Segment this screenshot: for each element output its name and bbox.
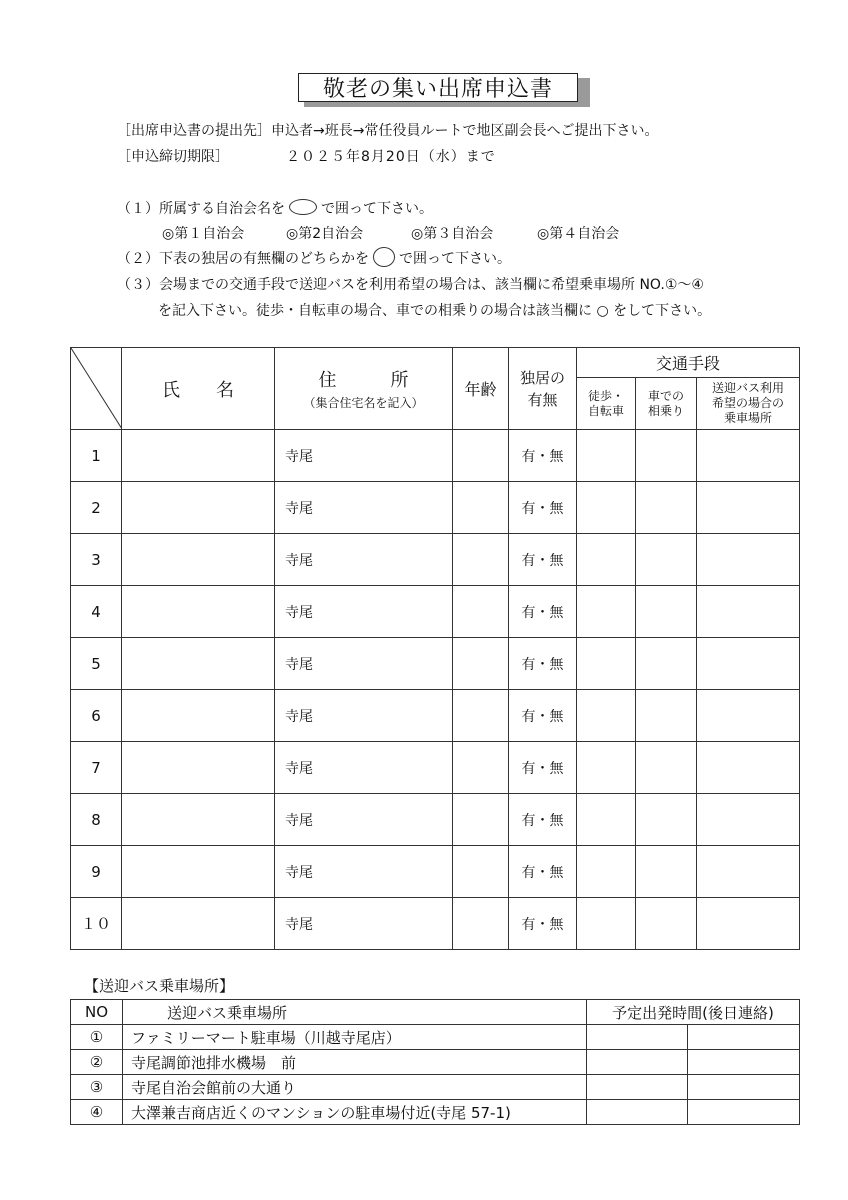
- instruction-3-line-2: を記入下さい。徒歩・自転車の場合、車での相乗りの場合は該当欄に ○ をして下さい。: [158, 303, 712, 319]
- name-cell[interactable]: [122, 586, 275, 638]
- alone-cell[interactable]: 有・無: [509, 638, 577, 690]
- association-option: ◎第３自治会: [411, 226, 494, 242]
- table-row: [71, 742, 800, 794]
- bus-time-cell: [688, 1050, 800, 1075]
- bus-no: ④: [71, 1100, 123, 1125]
- name-cell[interactable]: [122, 742, 275, 794]
- walk-cell[interactable]: [577, 482, 636, 534]
- instruction-2: [117, 248, 511, 269]
- name-cell[interactable]: [122, 638, 275, 690]
- address-cell[interactable]: 寺尾: [275, 794, 453, 846]
- ellipse-icon: [289, 199, 317, 215]
- car-cell[interactable]: [636, 794, 697, 846]
- bus-no: ②: [71, 1050, 123, 1075]
- car-cell[interactable]: [636, 482, 697, 534]
- walk-cell[interactable]: [577, 846, 636, 898]
- table-row: [71, 898, 800, 950]
- row-number: 5: [71, 638, 122, 690]
- bus-no: ①: [71, 1025, 123, 1050]
- walk-cell[interactable]: [577, 794, 636, 846]
- association-option: ◎第４自治会: [537, 226, 620, 242]
- instruction-2-prefix: （２）下表の独居の有無欄のどちらかを: [117, 251, 369, 267]
- row-number: １０: [71, 898, 122, 950]
- name-cell[interactable]: [122, 482, 275, 534]
- table-row: [71, 638, 800, 690]
- bus-time-cell: [587, 1025, 688, 1050]
- row-number: 3: [71, 534, 122, 586]
- header-car-line-1: 車での: [647, 388, 684, 403]
- car-cell[interactable]: [636, 586, 697, 638]
- header-bus-line-3: 乗車場所: [723, 411, 772, 426]
- table-row: [71, 690, 800, 742]
- bus-header-time: 予定出発時間(後日連絡): [587, 1000, 800, 1025]
- address-cell[interactable]: 寺尾: [275, 482, 453, 534]
- bus-pickup-table: [70, 999, 800, 1125]
- alone-cell[interactable]: 有・無: [509, 586, 577, 638]
- name-cell[interactable]: [122, 898, 275, 950]
- instruction-1: [117, 198, 433, 218]
- walk-cell[interactable]: [577, 534, 636, 586]
- header-car-line-2: 相乗り: [647, 403, 684, 418]
- table-row: [71, 794, 800, 846]
- header-address-note: （集合住宅名を記入）: [303, 396, 424, 410]
- attendance-table: [70, 347, 800, 950]
- bus-place: 寺尾調節池排水機場 前: [123, 1050, 587, 1075]
- walk-cell[interactable]: [577, 742, 636, 794]
- age-cell[interactable]: [453, 690, 509, 742]
- address-cell[interactable]: 寺尾: [275, 846, 453, 898]
- name-cell[interactable]: [122, 794, 275, 846]
- row-number: 9: [71, 846, 122, 898]
- bus-stop-cell[interactable]: [697, 690, 800, 742]
- walk-cell[interactable]: [577, 898, 636, 950]
- table-row: [71, 846, 800, 898]
- bus-stop-cell[interactable]: [697, 534, 800, 586]
- table-row: [71, 586, 800, 638]
- bus-place: 寺尾自治会館前の大通り: [123, 1075, 587, 1100]
- row-number: 4: [71, 586, 122, 638]
- car-cell[interactable]: [636, 846, 697, 898]
- bus-stop-cell[interactable]: [697, 794, 800, 846]
- alone-cell[interactable]: 有・無: [509, 534, 577, 586]
- name-cell[interactable]: [122, 690, 275, 742]
- address-cell[interactable]: 寺尾: [275, 742, 453, 794]
- walk-cell[interactable]: [577, 638, 636, 690]
- instruction-1-suffix: で囲って下さい。: [321, 201, 433, 217]
- bus-stop-cell[interactable]: [697, 638, 800, 690]
- walk-cell[interactable]: [577, 430, 636, 482]
- bus-row: [71, 1100, 800, 1125]
- header-address: [275, 348, 453, 430]
- bus-no: ③: [71, 1075, 123, 1100]
- name-cell[interactable]: [122, 430, 275, 482]
- address-cell[interactable]: 寺尾: [275, 638, 453, 690]
- header-bus: [697, 378, 800, 430]
- header-address-label: 住 所: [318, 370, 409, 391]
- address-cell[interactable]: 寺尾: [275, 586, 453, 638]
- bus-time-cell: [688, 1025, 800, 1050]
- bus-stop-cell[interactable]: [697, 846, 800, 898]
- title-block: [298, 73, 590, 107]
- age-cell[interactable]: [453, 898, 509, 950]
- bus-time-cell: [587, 1100, 688, 1125]
- bus-row: [71, 1025, 800, 1050]
- page-title: 敬老の集い出席申込書: [298, 73, 578, 102]
- deadline-line: [117, 146, 229, 166]
- address-cell[interactable]: 寺尾: [275, 430, 453, 482]
- alone-cell[interactable]: 有・無: [509, 742, 577, 794]
- header-car: [636, 378, 697, 430]
- header-bus-line-2: 希望の場合の: [711, 396, 784, 411]
- address-cell[interactable]: 寺尾: [275, 690, 453, 742]
- submission-line: [117, 120, 658, 140]
- row-number: 6: [71, 690, 122, 742]
- car-cell[interactable]: [636, 742, 697, 794]
- name-cell[interactable]: [122, 846, 275, 898]
- alone-cell[interactable]: 有・無: [509, 898, 577, 950]
- bus-header-no: NO: [71, 1000, 123, 1025]
- header-age: 年齢: [453, 348, 509, 430]
- walk-cell[interactable]: [577, 690, 636, 742]
- table-row: [71, 534, 800, 586]
- instruction-3-line-1: （３）会場までの交通手段で送迎バスを利用希望の場合は、該当欄に希望乗車場所 NO.①～④: [117, 277, 704, 293]
- association-option: ◎第2自治会: [286, 226, 364, 242]
- instruction-1-prefix: （１）所属する自治会名を: [117, 201, 285, 217]
- age-cell[interactable]: [453, 638, 509, 690]
- age-cell[interactable]: [453, 794, 509, 846]
- table-row: [71, 482, 800, 534]
- car-cell[interactable]: [636, 638, 697, 690]
- bus-row: [71, 1050, 800, 1075]
- bus-time-cell: [587, 1050, 688, 1075]
- bus-stop-cell[interactable]: [697, 482, 800, 534]
- header-diagonal-cell: [71, 348, 122, 430]
- name-cell[interactable]: [122, 534, 275, 586]
- header-alone-line-2: 有無: [527, 390, 558, 409]
- bus-heading: 【送迎バス乗車場所】: [84, 977, 235, 995]
- age-cell[interactable]: [453, 430, 509, 482]
- deadline-label: ［申込締切期限］: [117, 149, 229, 165]
- submission-text: 申込者→班長→常任役員ルートで地区副会長へご提出下さい。: [271, 123, 659, 139]
- association-option: ◎第１自治会: [162, 226, 245, 242]
- alone-cell[interactable]: 有・無: [509, 794, 577, 846]
- row-number: 7: [71, 742, 122, 794]
- alone-cell[interactable]: 有・無: [509, 430, 577, 482]
- header-alone: [509, 348, 577, 430]
- header-bus-line-1: 送迎バス利用: [711, 381, 784, 396]
- bus-header-place: 送迎バス乗車場所: [123, 1000, 587, 1025]
- bus-time-cell: [688, 1075, 800, 1100]
- header-transport: 交通手段: [577, 348, 800, 378]
- row-number: 8: [71, 794, 122, 846]
- header-name: 氏 名: [122, 348, 275, 430]
- bus-time-cell: [587, 1075, 688, 1100]
- row-number: 2: [71, 482, 122, 534]
- car-cell[interactable]: [636, 430, 697, 482]
- alone-cell[interactable]: 有・無: [509, 690, 577, 742]
- age-cell[interactable]: [453, 534, 509, 586]
- bus-stop-cell[interactable]: [697, 742, 800, 794]
- age-cell[interactable]: [453, 482, 509, 534]
- bus-place: ファミリーマート駐車場（川越寺尾店）: [123, 1025, 587, 1050]
- bus-stop-cell[interactable]: [697, 586, 800, 638]
- row-number: 1: [71, 430, 122, 482]
- walk-cell[interactable]: [577, 586, 636, 638]
- bus-place: 大澤兼吉商店近くのマンションの駐車場付近(寺尾 57-1): [123, 1100, 587, 1125]
- header-alone-line-1: 独居の: [519, 368, 565, 387]
- alone-cell[interactable]: 有・無: [509, 482, 577, 534]
- table-row: [71, 430, 800, 482]
- age-cell[interactable]: [453, 742, 509, 794]
- bus-row: [71, 1075, 800, 1100]
- bus-time-cell: [688, 1100, 800, 1125]
- header-walk: [577, 378, 636, 430]
- instruction-2-suffix: で囲って下さい。: [399, 251, 511, 267]
- address-cell[interactable]: 寺尾: [275, 534, 453, 586]
- bus-stop-cell[interactable]: [697, 430, 800, 482]
- submission-label: ［出席申込書の提出先］: [117, 123, 271, 139]
- alone-cell[interactable]: 有・無: [509, 846, 577, 898]
- bus-stop-cell[interactable]: [697, 898, 800, 950]
- age-cell[interactable]: [453, 586, 509, 638]
- car-cell[interactable]: [636, 898, 697, 950]
- header-walk-line-1: 徒歩・: [587, 388, 624, 403]
- header-walk-line-2: 自転車: [587, 403, 624, 418]
- age-cell[interactable]: [453, 846, 509, 898]
- car-cell[interactable]: [636, 690, 697, 742]
- diagonal-line: [71, 348, 122, 429]
- circle-icon: [373, 247, 395, 267]
- deadline-text: ２０２５年8月20日（水）まで: [286, 149, 496, 165]
- address-cell[interactable]: 寺尾: [275, 898, 453, 950]
- car-cell[interactable]: [636, 534, 697, 586]
